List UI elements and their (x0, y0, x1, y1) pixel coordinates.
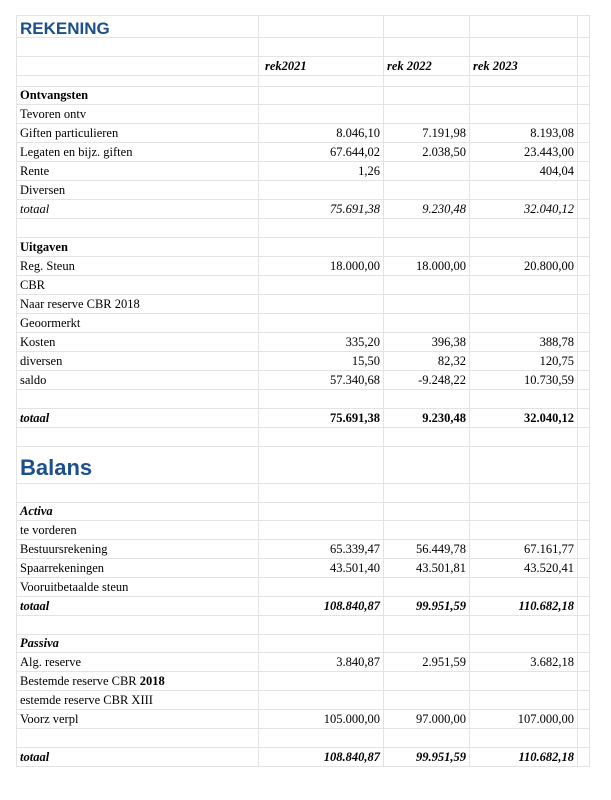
value-2021: 15,50 (259, 352, 384, 371)
value-2021: 43.501,40 (259, 559, 384, 578)
total-2021: 75.691,38 (259, 409, 384, 428)
table-row (17, 295, 590, 314)
total-row (17, 200, 590, 219)
value-2023 (470, 672, 578, 691)
row-label: Reg. Steun (17, 257, 259, 276)
table-row (17, 691, 590, 710)
spacer-row (17, 616, 590, 635)
table-row (17, 653, 590, 672)
ontvangsten-heading: Ontvangsten (17, 87, 259, 105)
total-label: totaal (17, 748, 259, 767)
total-2023: 32.040,12 (470, 200, 578, 219)
table-row (17, 314, 590, 333)
spacer-row (17, 390, 590, 409)
row-label: Giften particulieren (17, 124, 259, 143)
table-row (17, 371, 590, 390)
row-label: Spaarrekeningen (17, 559, 259, 578)
row-label: Rente (17, 162, 259, 181)
total-row (17, 748, 590, 767)
value-2023 (470, 276, 578, 295)
table-row (17, 105, 590, 124)
value-2021 (259, 181, 384, 200)
value-2022 (384, 691, 470, 710)
value-2022: 396,38 (384, 333, 470, 352)
column-header-2023: rek 2023 (470, 57, 578, 76)
value-2023 (470, 314, 578, 333)
column-header-2022: rek 2022 (384, 57, 470, 76)
value-2021: 1,26 (259, 162, 384, 181)
value-2022: 97.000,00 (384, 710, 470, 729)
value-2022 (384, 181, 470, 200)
table-row (17, 124, 590, 143)
value-2022: 2.951,59 (384, 653, 470, 672)
spacer-row (17, 219, 590, 238)
value-2022 (384, 521, 470, 540)
section-heading-row (17, 87, 590, 105)
value-2023 (470, 691, 578, 710)
balans-title: Balans (17, 447, 259, 484)
value-2023: 404,04 (470, 162, 578, 181)
value-2023 (470, 295, 578, 314)
value-2021 (259, 521, 384, 540)
uitgaven-heading: Uitgaven (17, 238, 259, 257)
value-2022: -9.248,22 (384, 371, 470, 390)
value-2021 (259, 295, 384, 314)
row-label: Naar reserve CBR 2018 (17, 295, 259, 314)
table-row (17, 521, 590, 540)
total-2022: 9.230,48 (384, 409, 470, 428)
value-2021 (259, 578, 384, 597)
total-2022: 99.951,59 (384, 597, 470, 616)
spacer-row (17, 729, 590, 748)
column-header-2021: rek2021 (259, 57, 384, 76)
value-2023: 20.800,00 (470, 257, 578, 276)
value-2021: 8.046,10 (259, 124, 384, 143)
section-heading-row (17, 635, 590, 653)
spacer-row (17, 76, 590, 87)
table-row (17, 540, 590, 559)
spacer-row (17, 428, 590, 447)
total-2023: 110.682,18 (470, 597, 578, 616)
passiva-heading: Passiva (17, 635, 259, 653)
row-label: Alg. reserve (17, 653, 259, 672)
value-2021: 65.339,47 (259, 540, 384, 559)
row-label: diversen (17, 352, 259, 371)
row-label: Bestuursrekening (17, 540, 259, 559)
value-2023: 43.520,41 (470, 559, 578, 578)
table-row (17, 333, 590, 352)
table-row (17, 352, 590, 371)
row-label: saldo (17, 371, 259, 390)
table-row (17, 257, 590, 276)
value-2023: 120,75 (470, 352, 578, 371)
row-label: Diversen (17, 181, 259, 200)
value-2022: 56.449,78 (384, 540, 470, 559)
row-label: Vooruitbetaalde steun (17, 578, 259, 597)
total-2022: 99.951,59 (384, 748, 470, 767)
value-2021 (259, 314, 384, 333)
value-2023 (470, 105, 578, 124)
column-header-row (17, 57, 590, 76)
value-2023 (470, 181, 578, 200)
total-2022: 9.230,48 (384, 200, 470, 219)
financial-sheet (16, 15, 590, 767)
row-label: CBR (17, 276, 259, 295)
table-row (17, 143, 590, 162)
total-2023: 110.682,18 (470, 748, 578, 767)
table-row (17, 559, 590, 578)
row-label: estemde reserve CBR XIII (17, 691, 259, 710)
value-2021: 18.000,00 (259, 257, 384, 276)
table-row (17, 276, 590, 295)
total-label: totaal (17, 200, 259, 219)
value-2023 (470, 521, 578, 540)
rekening-title-row (17, 16, 590, 38)
row-label (17, 672, 259, 691)
value-2022 (384, 672, 470, 691)
value-2023: 23.443,00 (470, 143, 578, 162)
section-heading-row (17, 238, 590, 257)
value-2021: 105.000,00 (259, 710, 384, 729)
row-label: Kosten (17, 333, 259, 352)
activa-heading: Activa (17, 503, 259, 521)
value-2022 (384, 314, 470, 333)
value-2022: 43.501,81 (384, 559, 470, 578)
total-row (17, 409, 590, 428)
value-2021: 57.340,68 (259, 371, 384, 390)
value-2023: 67.161,77 (470, 540, 578, 559)
value-2022 (384, 162, 470, 181)
value-2021: 67.644,02 (259, 143, 384, 162)
row-label: te vorderen (17, 521, 259, 540)
value-2022: 7.191,98 (384, 124, 470, 143)
value-2022: 82,32 (384, 352, 470, 371)
row-label-year: 2018 (139, 674, 165, 688)
value-2023: 3.682,18 (470, 653, 578, 672)
total-row (17, 597, 590, 616)
total-2023: 32.040,12 (470, 409, 578, 428)
value-2022 (384, 276, 470, 295)
value-2023: 107.000,00 (470, 710, 578, 729)
table-row (17, 578, 590, 597)
value-2023 (470, 578, 578, 597)
table-row (17, 710, 590, 729)
balans-title-row (17, 447, 590, 484)
rekening-title: REKENING (17, 16, 259, 38)
value-2021 (259, 105, 384, 124)
value-2023: 388,78 (470, 333, 578, 352)
spacer-row (17, 38, 590, 57)
total-2021: 108.840,87 (259, 597, 384, 616)
value-2021 (259, 276, 384, 295)
total-label: totaal (17, 597, 259, 616)
row-label: Geoormerkt (17, 314, 259, 333)
value-2023: 10.730,59 (470, 371, 578, 390)
value-2022 (384, 578, 470, 597)
table-row (17, 162, 590, 181)
spacer-row (17, 484, 590, 503)
value-2021 (259, 691, 384, 710)
value-2021: 3.840,87 (259, 653, 384, 672)
total-2021: 75.691,38 (259, 200, 384, 219)
value-2022: 18.000,00 (384, 257, 470, 276)
table-row (17, 181, 590, 200)
value-2022: 2.038,50 (384, 143, 470, 162)
row-label-prefix: Bestemde reserve CBR (20, 674, 140, 688)
value-2023: 8.193,08 (470, 124, 578, 143)
row-label: Legaten en bijz. giften (17, 143, 259, 162)
value-2021 (259, 672, 384, 691)
table-row (17, 672, 590, 691)
value-2021: 335,20 (259, 333, 384, 352)
value-2022 (384, 105, 470, 124)
row-label: Tevoren ontv (17, 105, 259, 124)
section-heading-row (17, 503, 590, 521)
value-2022 (384, 295, 470, 314)
row-label: Voorz verpl (17, 710, 259, 729)
total-2021: 108.840,87 (259, 748, 384, 767)
total-label: totaal (17, 409, 259, 428)
